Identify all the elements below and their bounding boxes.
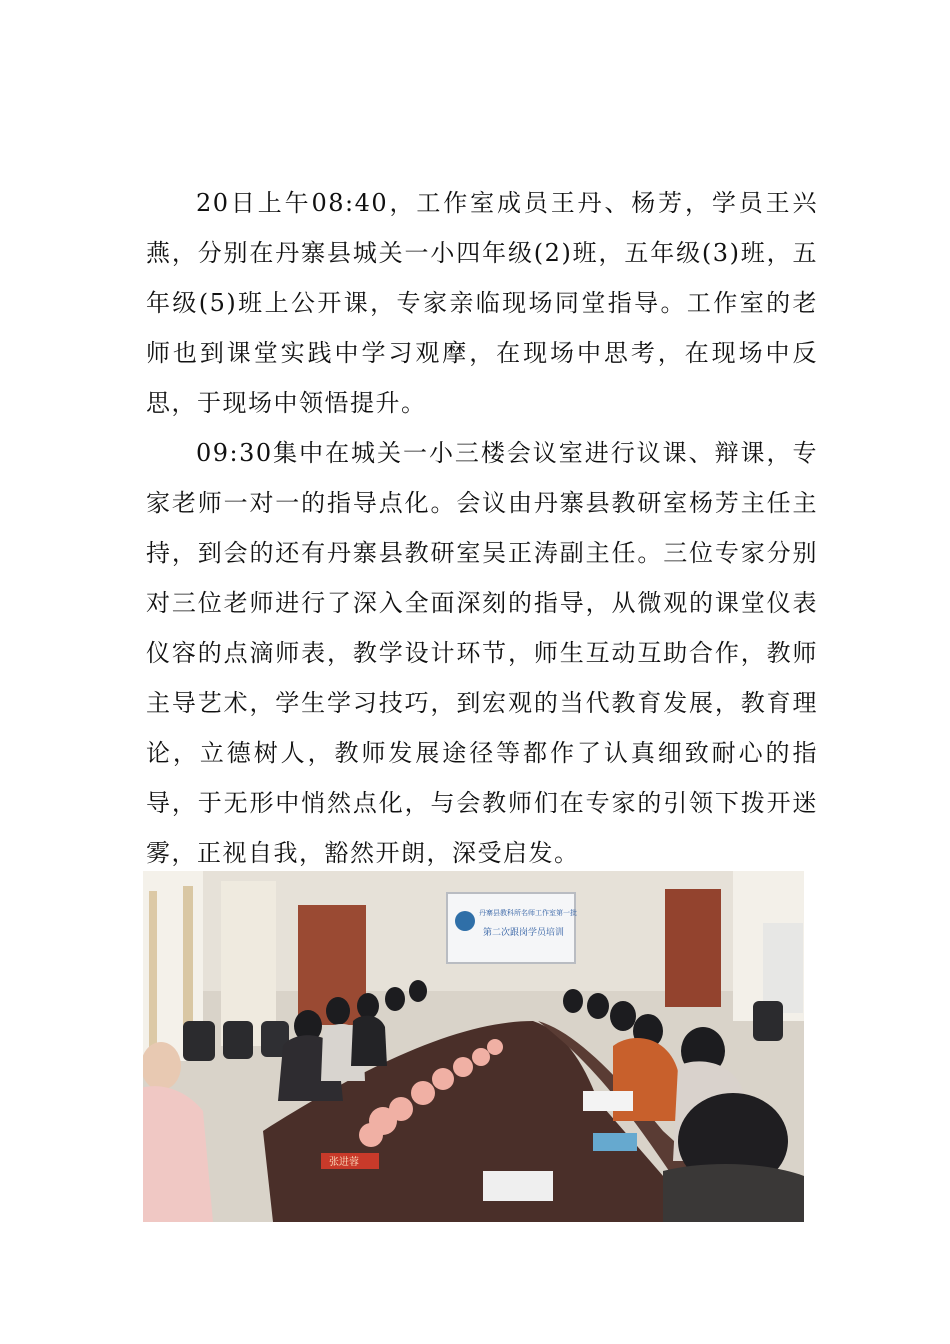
name-card-text: 张进蓉 xyxy=(329,1157,359,1168)
body-text xyxy=(146,178,818,878)
paragraph-morning-lessons: 20日上午08:40，工作室成员王丹、杨芳，学员王兴燕，分别在丹寨县城关一小四年级(2)班，五年级(3)班，五年级(5)班上公开课，专家亲临现场同堂指导。工作室的老师也到课堂实践中学习观摩，在现场中思考，在现场中反思，于现场中领悟提升。 xyxy=(146,189,818,417)
meeting-room-photo xyxy=(143,871,804,1222)
slide-title-line2: 第二次跟岗学员培训 xyxy=(483,928,565,938)
paragraph-meeting-review: 09:30集中在城关一小三楼会议室进行议课、辩课，专家老师一对一的指导点化。会议由丹寨县教研室杨芳主任主持，到会的还有丹寨县教研室吴正涛副主任。三位专家分别对三位老师进行了深入全面深刻的指导，从微观的课堂仪表仪容的点滴师表，教学设计环节，师生互动互助合作，教师主导艺术，学生学习技巧，到宏观的当代教育发展，教育理论，立德树人，教师发展途径等都作了认真细致耐心的指导，于无形中悄然点化，与会教师们在专家的引领下拨开迷雾，正视自我，豁然开朗，深受启发。 xyxy=(146,439,818,867)
slide-title-line1: 丹寨县教科所名师工作室第一批 xyxy=(479,909,577,917)
